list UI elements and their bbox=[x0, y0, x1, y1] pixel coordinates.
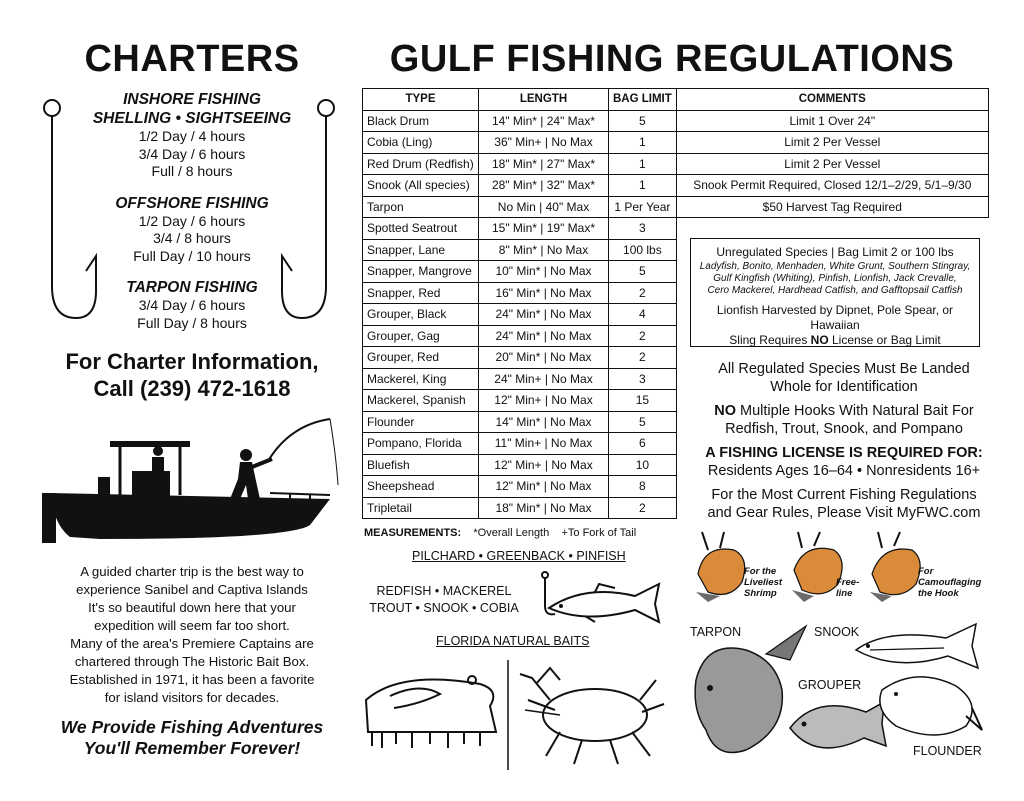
cell-length: 18" Min* | No Max bbox=[479, 497, 609, 519]
cell-bag-limit: 15 bbox=[609, 390, 677, 412]
cell-type: Snapper, Lane bbox=[363, 239, 479, 261]
about-line: Many of the area's Premiere Captains are bbox=[70, 636, 314, 651]
service-duration: Full Day / 8 hours bbox=[137, 314, 247, 331]
cell-type: Sheepshead bbox=[363, 476, 479, 498]
cell-type: Tripletail bbox=[363, 497, 479, 519]
lionfish-line bbox=[691, 333, 979, 348]
cell-length: 16" Min* | No Max bbox=[479, 282, 609, 304]
cell-type: Snapper, Red bbox=[363, 282, 479, 304]
table-row bbox=[363, 196, 989, 218]
cell-length: No Min | 40" Max bbox=[479, 196, 609, 218]
caption-line: Liveliest bbox=[744, 577, 783, 588]
about-line: A guided charter trip is the best way to bbox=[80, 564, 304, 579]
unregulated-heading: Unregulated Species | Bag Limit 2 or 100 lbs bbox=[716, 245, 954, 259]
cell-bag-limit: 4 bbox=[609, 304, 677, 326]
shrimp-caption-2 bbox=[836, 577, 859, 599]
lionfish-line: Lionfish Harvested by Dipnet, Pole Spear, or Hawaiian bbox=[716, 302, 954, 332]
cell-type: Snook (All species) bbox=[363, 175, 479, 197]
cell-bag-limit: 3 bbox=[609, 368, 677, 390]
cell-type: Mackerel, Spanish bbox=[363, 390, 479, 412]
cell-length: 12" Min+ | No Max bbox=[479, 390, 609, 412]
cell-bag-limit: 1 bbox=[609, 132, 677, 154]
cell-comment: Limit 1 Over 24" bbox=[676, 110, 988, 132]
cell-length: 18" Min* | 27" Max* bbox=[479, 153, 609, 175]
caption-line: For the bbox=[744, 566, 777, 577]
rule-line bbox=[684, 402, 1004, 420]
regulations-title: GULF FISHING REGULATIONS bbox=[389, 38, 955, 80]
pinfish-on-hook-illustration bbox=[525, 570, 665, 630]
cell-bag-limit: 3 bbox=[609, 218, 677, 240]
cell-length: 20" Min* | No Max bbox=[479, 347, 609, 369]
cell-type: Pompano, Florida bbox=[363, 433, 479, 455]
charters-title: CHARTERS bbox=[84, 38, 300, 80]
rule-line: Whole for Identification bbox=[770, 379, 918, 395]
charter-info-line: For Charter Information, bbox=[65, 349, 319, 374]
landed-rule bbox=[684, 360, 1004, 396]
current-regulations-note bbox=[684, 486, 1004, 522]
service-heading: OFFSHORE FISHING bbox=[115, 194, 269, 212]
cell-length: 12" Min+ | No Max bbox=[479, 454, 609, 476]
measurements-legend bbox=[364, 527, 636, 539]
cell-length: 36" Min+ | No Max bbox=[479, 132, 609, 154]
cell-bag-limit: 5 bbox=[609, 110, 677, 132]
license-heading: A FISHING LICENSE IS REQUIRED FOR: bbox=[705, 445, 983, 461]
target-species bbox=[364, 583, 524, 617]
caption-line: For bbox=[918, 566, 934, 577]
cell-length: 14" Min* | 24" Max* bbox=[479, 110, 609, 132]
caption-line: the Hook bbox=[918, 588, 959, 599]
cell-type: Flounder bbox=[363, 411, 479, 433]
about-line: expedition will seem far too short. bbox=[94, 618, 290, 633]
caption-line: line bbox=[836, 588, 853, 599]
lionfish-text: Sling Requires bbox=[729, 332, 811, 347]
florida-natural-baits-heading: FLORIDA NATURAL BAITS bbox=[436, 634, 590, 648]
license-who: Residents Ages 16–64 • Nonresidents 16+ bbox=[707, 463, 981, 479]
hooks-no: NO bbox=[714, 403, 737, 419]
service-duration: Full / 8 hours bbox=[151, 163, 233, 179]
unregulated-line: Cero Mackerel, Hardhead Catfish, and Gafftopsail Catfish bbox=[707, 285, 963, 297]
flounder-label: FLOUNDER bbox=[913, 744, 982, 758]
charter-contact bbox=[0, 348, 384, 402]
lionfish-text: License or Bag Limit bbox=[828, 332, 941, 347]
table-row bbox=[363, 153, 989, 175]
table-row bbox=[363, 175, 989, 197]
tarpon-label: TARPON bbox=[690, 625, 742, 639]
about-line: experience Sanibel and Captiva Islands bbox=[76, 582, 308, 597]
cell-bag-limit: 2 bbox=[609, 282, 677, 304]
service-duration: 3/4 Day / 6 hours bbox=[138, 297, 246, 313]
cell-comment: Snook Permit Required, Closed 12/1–2/29, 5/1–9/30 bbox=[676, 175, 988, 197]
cell-bag-limit: 10 bbox=[609, 454, 677, 476]
cell-length: 8" Min* | No Max bbox=[479, 239, 609, 261]
cell-length: 12" Min* | No Max bbox=[479, 476, 609, 498]
cell-bag-limit: 6 bbox=[609, 433, 677, 455]
lionfish-note bbox=[691, 303, 979, 348]
snook-label: SNOOK bbox=[814, 625, 860, 639]
charter-phone: Call (239) 472-1618 bbox=[93, 376, 291, 401]
about-paragraph bbox=[40, 563, 344, 707]
cell-type: Black Drum bbox=[363, 110, 479, 132]
cell-bag-limit: 1 Per Year bbox=[609, 196, 677, 218]
service-heading: SHELLING • SIGHTSEEING bbox=[92, 110, 292, 127]
cell-bag-limit: 2 bbox=[609, 347, 677, 369]
cell-bag-limit: 2 bbox=[609, 325, 677, 347]
cell-comment: Limit 2 Per Vessel bbox=[676, 132, 988, 154]
unregulated-line: Ladyfish, Bonito, Menhaden, White Grunt, Southern Stingray, bbox=[699, 261, 971, 272]
unregulated-species-box bbox=[690, 238, 980, 347]
cell-type: Spotted Seatrout bbox=[363, 218, 479, 240]
cell-length: 11" Min+ | No Max bbox=[479, 433, 609, 455]
charters-column bbox=[0, 0, 384, 801]
cell-type: Grouper, Gag bbox=[363, 325, 479, 347]
bait-fish-heading: PILCHARD • GREENBACK • PINFISH bbox=[412, 549, 626, 563]
service-duration: 3/4 Day / 6 hours bbox=[138, 145, 246, 162]
rule-text: Multiple Hooks With Natural Bait For bbox=[736, 403, 974, 419]
cell-bag-limit: 5 bbox=[609, 411, 677, 433]
about-line: Established in 1971, it has been a favorite bbox=[69, 672, 315, 687]
shrimp-caption-1 bbox=[744, 566, 782, 599]
service-duration: 3/4 / 8 hours bbox=[153, 230, 231, 246]
cell-type: Grouper, Black bbox=[363, 304, 479, 326]
overall-length-note: *Overall Length bbox=[473, 527, 550, 539]
regulation-rules bbox=[684, 360, 1004, 522]
hooks-rule bbox=[684, 402, 1004, 438]
cell-length: 28" Min* | 32" Max* bbox=[479, 175, 609, 197]
cell-length: 14" Min* | No Max bbox=[479, 411, 609, 433]
lionfish-no: NO bbox=[810, 332, 829, 347]
cell-length: 10" Min* | No Max bbox=[479, 261, 609, 283]
service-heading: INSHORE FISHING bbox=[123, 91, 261, 108]
cell-bag-limit: 2 bbox=[609, 497, 677, 519]
cell-length: 24" Min* | No Max bbox=[479, 325, 609, 347]
caption-line: Shrimp bbox=[744, 588, 777, 599]
charter-services bbox=[60, 90, 324, 332]
shrimp-caption-3 bbox=[918, 566, 981, 599]
about-line: chartered through The Historic Bait Box. bbox=[74, 654, 310, 669]
rule-line: and Gear Rules, Please Visit MyFWC.com bbox=[707, 505, 981, 521]
cell-comment bbox=[676, 218, 988, 240]
grouper-label: GROUPER bbox=[798, 678, 862, 692]
table-row bbox=[363, 218, 989, 240]
rule-line: All Regulated Species Must Be Landed bbox=[718, 361, 970, 377]
table-row bbox=[363, 110, 989, 132]
service-duration: Full Day / 10 hours bbox=[133, 247, 251, 264]
cell-comment: Limit 2 Per Vessel bbox=[676, 153, 988, 175]
natural-baits-illustration bbox=[360, 660, 670, 770]
caption-line: Free- bbox=[836, 577, 860, 588]
about-line: for island visitors for decades. bbox=[104, 690, 280, 705]
cell-bag-limit: 100 lbs bbox=[609, 239, 677, 261]
cell-bag-limit: 8 bbox=[609, 476, 677, 498]
rule-line: For the Most Current Fishing Regulations bbox=[711, 487, 977, 503]
fork-length-note: +To Fork of Tail bbox=[561, 527, 637, 539]
measurements-label: MEASUREMENTS: bbox=[364, 527, 462, 539]
cell-comment: $50 Harvest Tag Required bbox=[676, 196, 988, 218]
unregulated-species-list bbox=[691, 261, 979, 298]
species-line: REDFISH • MACKEREL bbox=[376, 584, 512, 598]
cell-type: Tarpon bbox=[363, 196, 479, 218]
tagline-line: You'll Remember Forever! bbox=[83, 738, 301, 758]
cell-length: 15" Min* | 19" Max* bbox=[479, 218, 609, 240]
column-header-type: TYPE bbox=[363, 89, 479, 111]
service-heading: TARPON FISHING bbox=[126, 279, 258, 296]
table-header-row bbox=[363, 89, 989, 111]
cell-bag-limit: 1 bbox=[609, 175, 677, 197]
cell-type: Bluefish bbox=[363, 454, 479, 476]
species-line: TROUT • SNOOK • COBIA bbox=[369, 601, 519, 615]
column-header-length: LENGTH bbox=[479, 89, 609, 111]
cell-type: Grouper, Red bbox=[363, 347, 479, 369]
column-header-comments: COMMENTS bbox=[676, 89, 988, 111]
cell-length: 24" Min* | No Max bbox=[479, 304, 609, 326]
service-duration: 1/2 Day / 6 hours bbox=[138, 212, 246, 229]
cell-bag-limit: 5 bbox=[609, 261, 677, 283]
unregulated-line: Gulf Kingfish (Whiting), Pinfish, Lionfish, Jack Crevalle, bbox=[713, 273, 957, 285]
tagline-line: We Provide Fishing Adventures bbox=[60, 717, 324, 737]
about-line: It's so beautiful down here that your bbox=[88, 600, 296, 615]
rule-line: Redfish, Trout, Snook, and Pompano bbox=[725, 421, 963, 437]
table-row bbox=[363, 132, 989, 154]
cell-type: Snapper, Mangrove bbox=[363, 261, 479, 283]
fishing-boat-illustration bbox=[40, 415, 340, 555]
cell-type: Red Drum (Redfish) bbox=[363, 153, 479, 175]
caption-line: Camouflaging bbox=[918, 577, 982, 588]
column-header-bag-limit: BAG LIMIT bbox=[609, 89, 677, 111]
service-duration: 1/2 Day / 4 hours bbox=[138, 128, 246, 144]
tagline bbox=[0, 717, 384, 759]
cell-length: 24" Min+ | No Max bbox=[479, 368, 609, 390]
cell-bag-limit: 1 bbox=[609, 153, 677, 175]
cell-type: Cobia (Ling) bbox=[363, 132, 479, 154]
cell-type: Mackerel, King bbox=[363, 368, 479, 390]
